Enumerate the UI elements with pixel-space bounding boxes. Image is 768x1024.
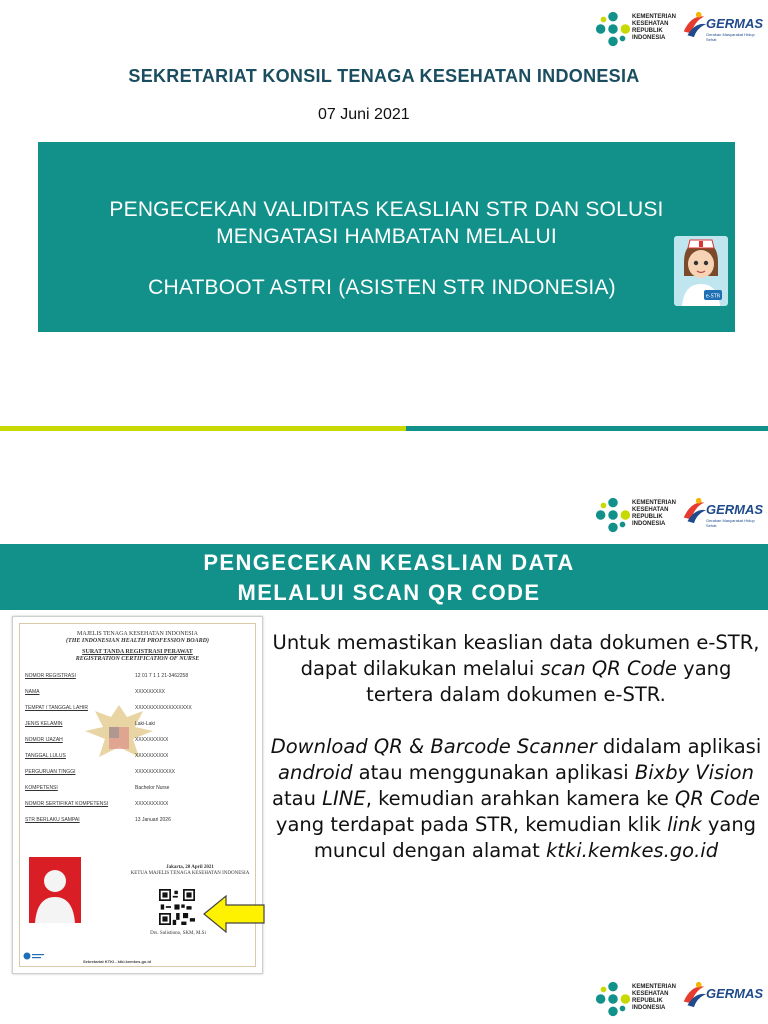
germas-logo-icon xyxy=(680,980,708,1010)
section-header xyxy=(0,544,768,610)
header-line-1: PENGECEKAN KEASLIAN DATA xyxy=(203,550,575,575)
document-field-row xyxy=(25,785,251,801)
document-field-row xyxy=(25,817,251,833)
field-value: XXXXXXXXXX xyxy=(135,753,169,759)
photo-placeholder xyxy=(29,857,81,923)
document-field-row xyxy=(25,737,251,753)
field-label: TANGGAL LULUS xyxy=(25,753,66,759)
slide-1 xyxy=(0,0,768,440)
paragraph-2: Download QR & Barcode Scanner didalam aplikasi android atau menggunakan aplikasi Bixby Vision atau LINE, kemudian arahkan kamera ke QR Code yang terdapat pada STR, kemudian klik link yang muncul dengan alamat ktki.kemkes.go.id xyxy=(270,735,762,862)
document-field-row xyxy=(25,753,251,769)
field-label: NOMOR REGISTRASI xyxy=(25,673,76,679)
field-value: XXXXXXXXXX xyxy=(135,737,169,743)
kemkes-logo-icon xyxy=(594,980,632,1018)
field-value: XXXXXXXXX xyxy=(135,689,166,695)
nurse-mascot-icon xyxy=(674,236,728,306)
signature-block: Jakarta, 20 April 2021 KETUA MAJELIS TENAGA KESEHATAN INDONESIA xyxy=(130,865,250,876)
germas-logo-subtext: Gerakan Masyarakat Hidup Sehat xyxy=(706,518,755,528)
field-label: NOMOR IJAZAH xyxy=(25,737,63,743)
document-field-row xyxy=(25,801,251,817)
field-label: PERGURUAN TINGGI xyxy=(25,769,76,775)
ktki-logo-icon xyxy=(23,951,45,961)
kemkes-logo-icon xyxy=(594,10,632,48)
title-line-3: CHATBOOT ASTRI (ASISTEN STR INDONESIA) xyxy=(148,276,616,299)
person-silhouette-icon xyxy=(29,857,81,923)
title-main xyxy=(38,196,735,250)
header-logos xyxy=(594,6,764,52)
field-label: TEMPAT / TANGGAL LAHIR xyxy=(25,705,88,711)
pointer-arrow-icon xyxy=(202,894,266,934)
field-label: NOMOR SERTIFIKAT KOMPETENSI xyxy=(25,801,109,807)
kemkes-logo-text: KEMENTERIAN KESEHATAN REPUBLIK INDONESIA xyxy=(632,500,677,527)
title-box xyxy=(38,142,735,332)
germas-logo-icon xyxy=(680,496,708,526)
field-label: JENIS KELAMIN xyxy=(25,721,63,727)
organization-title: SEKRETARIAT KONSIL TENAGA KESEHATAN INDONESIA xyxy=(128,66,640,86)
field-label: KOMPETENSI xyxy=(25,785,58,791)
field-value: XXXXXXXXXX xyxy=(135,801,169,807)
field-value: 12 01 7 1 1 21-3462258 xyxy=(135,673,189,679)
kemkes-logo-text: KEMENTERIAN KESEHATAN REPUBLIK INDONESIA xyxy=(632,984,677,1011)
document-field-row xyxy=(25,769,251,785)
germas-logo-subtext: Gerakan Masyarakat Hidup Sehat xyxy=(706,32,755,42)
header-line-2: MELALUI SCAN QR CODE xyxy=(237,580,541,605)
signer-name: Drs. Sulistiono, SKM, M.Si xyxy=(150,931,206,936)
field-value: 13 Januari 2026 xyxy=(135,817,171,823)
document-footer: Sekretariat KTKI - ktki.kemkes.go.id xyxy=(83,959,152,964)
footer-logos xyxy=(594,976,764,1022)
instruction-text xyxy=(266,630,766,864)
field-value: XXXXXXXXXXXX xyxy=(135,769,176,775)
document-header: MAJELIS TENAGA KESEHATAN INDONESIA (THE INDONESIAN HEALTH PROFESSION BOARD) SURAT TANDA REGISTRASI PERAWAT REGISTRATION CERTIFICATION OF NURSE xyxy=(66,631,209,662)
document-field-row xyxy=(25,673,251,689)
slide-divider xyxy=(0,426,768,431)
field-label: STR BERLAKU SAMPAI xyxy=(25,817,80,823)
date: 07 Juni 2021 xyxy=(318,106,410,123)
title-line-1: PENGECEKAN VALIDITAS KEASLIAN STR DAN SOLUSI xyxy=(109,198,664,221)
germas-logo-icon xyxy=(680,10,708,40)
field-value: Bachelor Nurse xyxy=(135,785,170,791)
header-logos xyxy=(594,492,764,538)
qr-code-icon xyxy=(159,889,195,925)
kemkes-logo-icon xyxy=(594,496,632,534)
svg-text:e-STR: e-STR xyxy=(705,293,721,300)
germas-logo-text: GERMAS xyxy=(706,986,764,1001)
next-slide-peek xyxy=(0,976,768,1024)
paragraph-1: Untuk memastikan keaslian data dokumen e-STR, dapat dilakukan melalui scan QR Code yang tertera dalam dokumen e-STR. xyxy=(272,631,760,706)
field-value: Laki-Laki xyxy=(135,721,156,727)
slide-2 xyxy=(0,486,768,1024)
germas-logo-text: GERMAS xyxy=(706,16,764,31)
kemkes-logo-text: KEMENTERIAN KESEHATAN REPUBLIK INDONESIA xyxy=(632,14,677,41)
title-line-2: MENGATASI HAMBATAN MELALUI xyxy=(216,225,557,248)
document-fields xyxy=(25,673,251,833)
document-field-row xyxy=(25,721,251,737)
field-label: NAMA xyxy=(25,689,40,695)
field-value: XXXXXXXXXXXXXXXXX xyxy=(135,705,192,711)
germas-logo-text: GERMAS xyxy=(706,502,764,517)
document-field-row xyxy=(25,689,251,705)
document-field-row xyxy=(25,705,251,721)
